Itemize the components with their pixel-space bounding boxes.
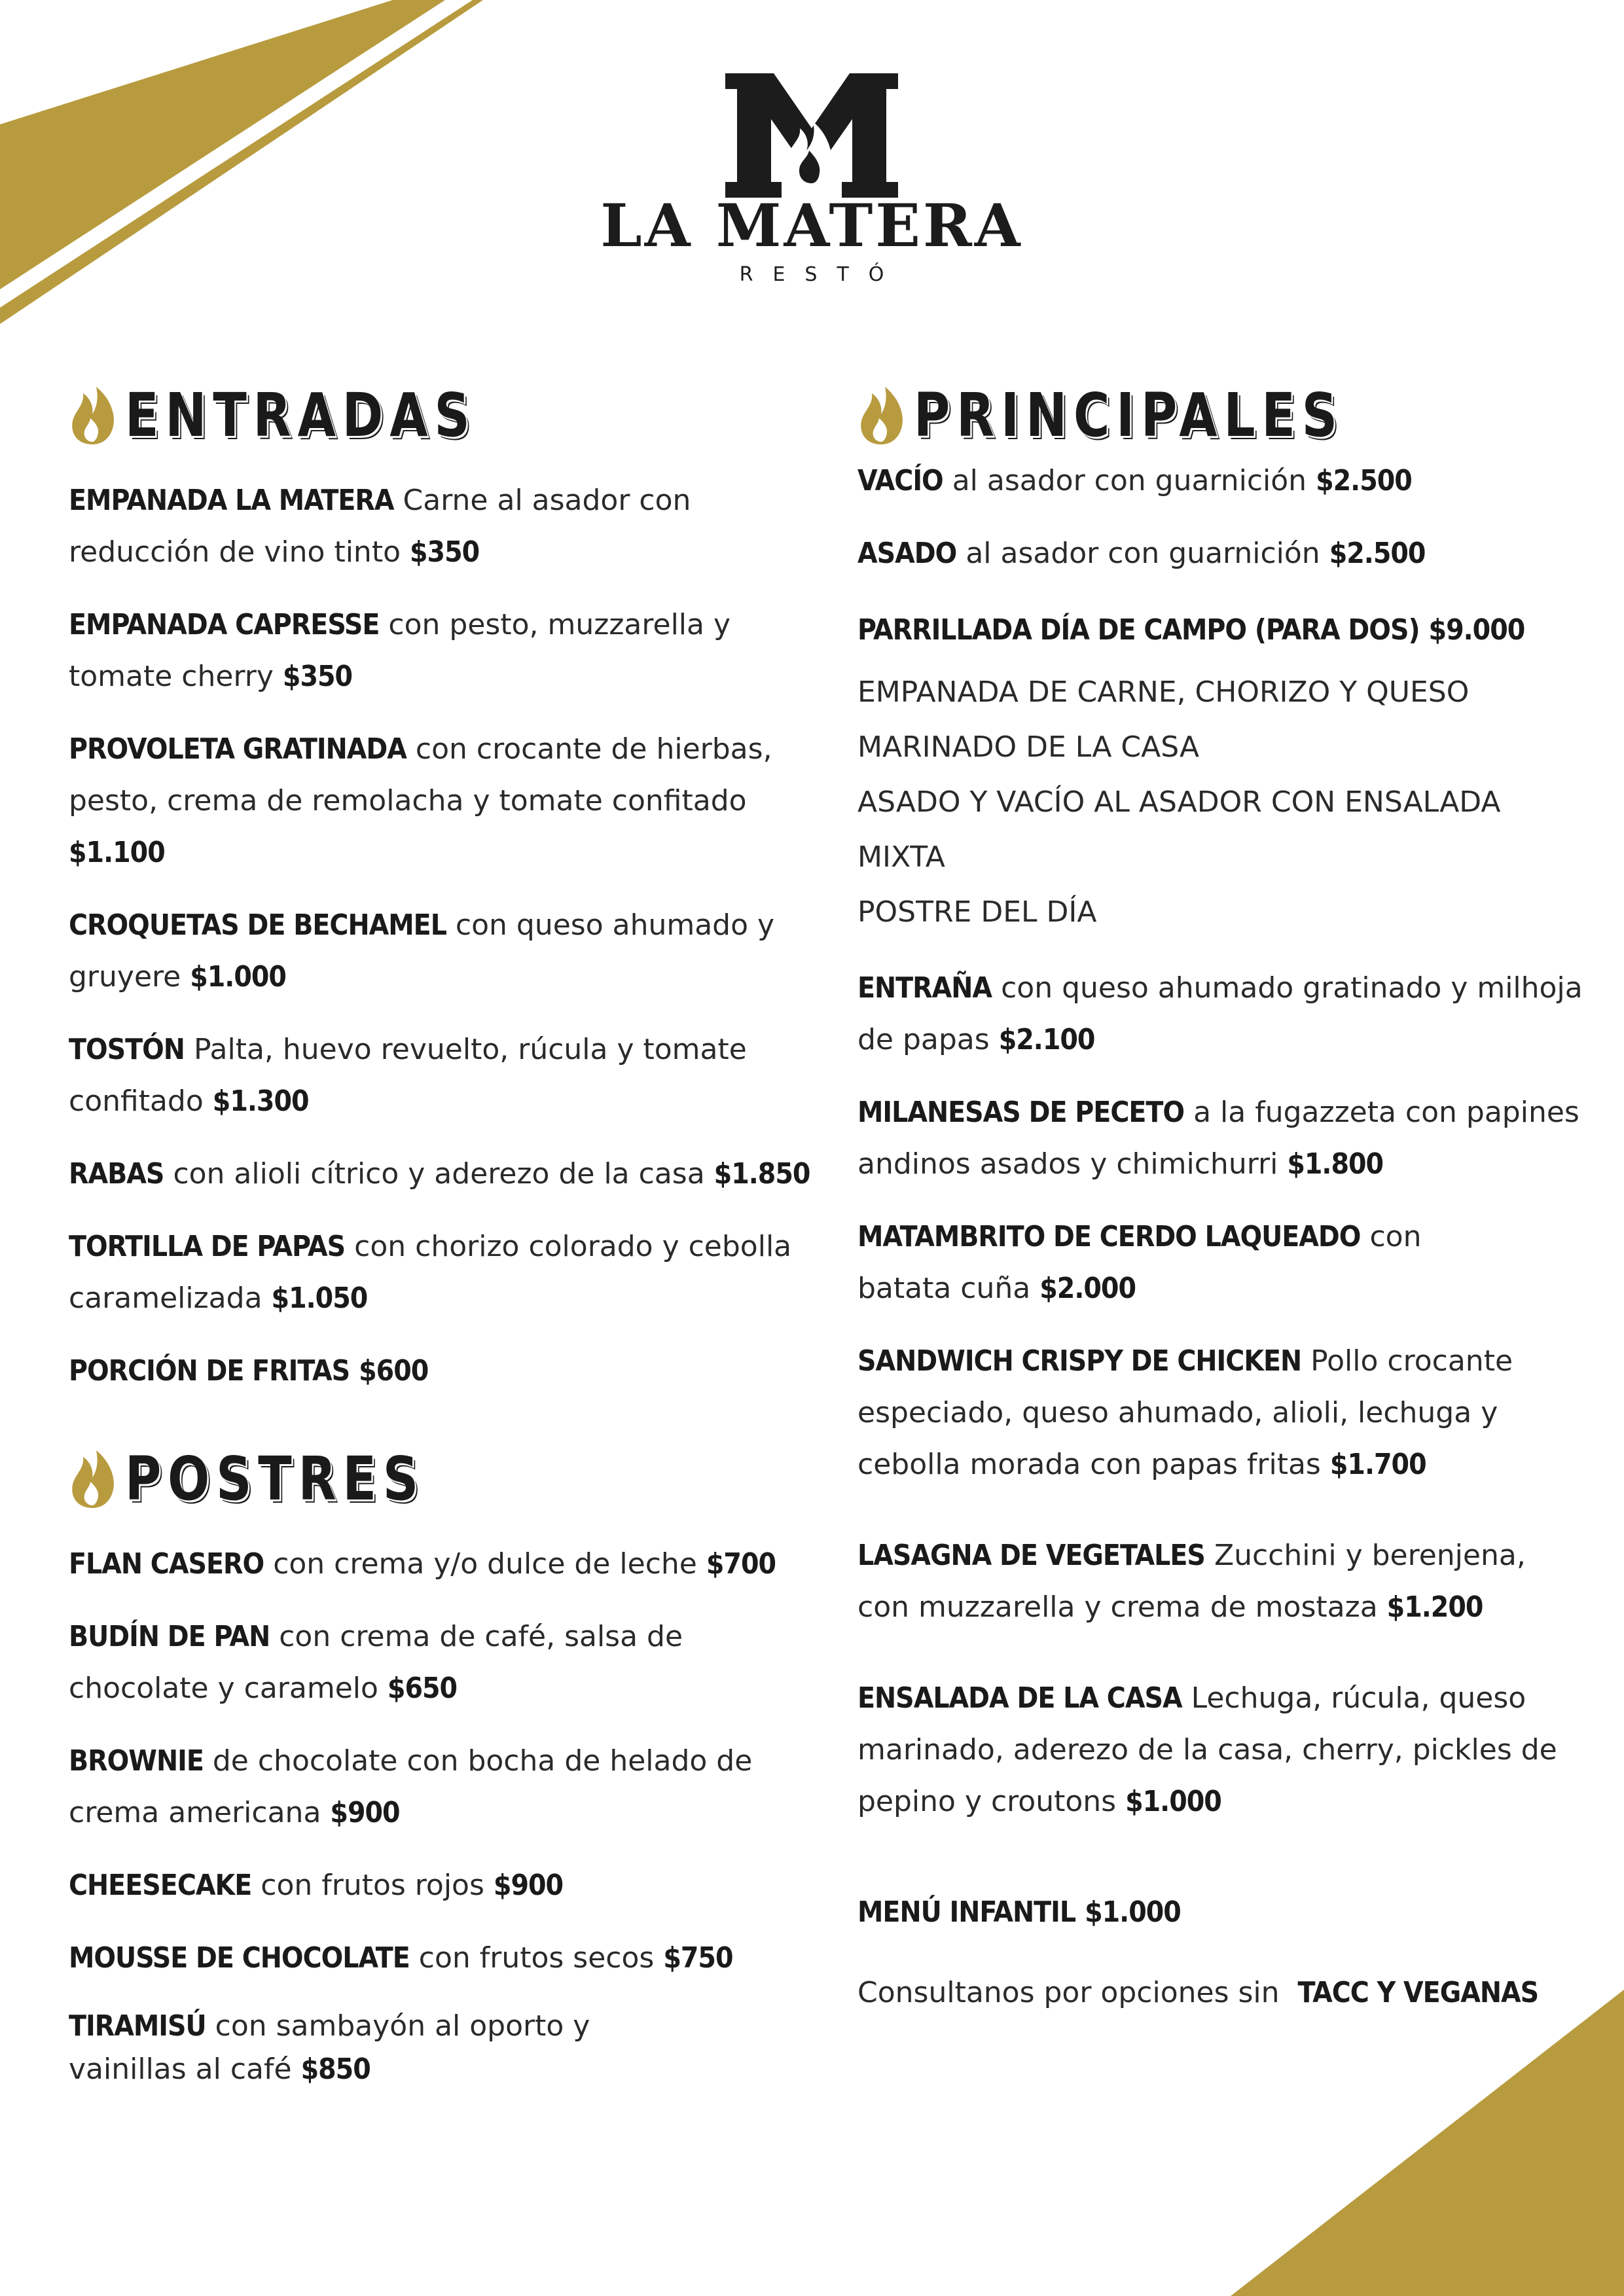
item-name: CROQUETAS DE BECHAMEL bbox=[69, 908, 446, 942]
entradas-header bbox=[69, 380, 815, 450]
item-description: con chorizo colorado y cebolla caramelizada bbox=[69, 1230, 792, 1315]
item-price: $1.300 bbox=[212, 1085, 309, 1118]
brand-subtitle: RESTÓ bbox=[739, 263, 904, 286]
item-description: Carne al asador con reducción de vino tinto bbox=[69, 484, 691, 569]
item-price: $2.100 bbox=[998, 1023, 1095, 1056]
item-name: MOUSSE DE CHOCOLATE bbox=[69, 1941, 410, 1975]
item-description: Lechuga, rúcula, queso marinado, aderezo de la casa, cherry, pickles de pepino y croutons bbox=[857, 1681, 1557, 1818]
item-description: con batata cuña bbox=[857, 1220, 1422, 1305]
item-description: con queso ahumado y gruyere bbox=[69, 908, 775, 994]
item-price: $350 bbox=[410, 535, 480, 569]
flame-icon bbox=[857, 386, 905, 446]
menu-item bbox=[857, 1530, 1584, 1633]
item-name: FLAN CASERO bbox=[69, 1547, 264, 1581]
item-description: al asador con guarnición bbox=[965, 537, 1320, 570]
parrillada-line: MIXTA bbox=[857, 840, 945, 874]
item-description: al asador con guarnición bbox=[952, 464, 1307, 497]
item-name: SANDWICH CRISPY DE CHICKEN bbox=[857, 1344, 1302, 1378]
brand-name: LA MATERA bbox=[600, 191, 1023, 260]
item-description: con queso ahumado gratinado y milhoja de papas bbox=[857, 971, 1583, 1056]
item-name: TIRAMISÚ bbox=[69, 2009, 206, 2043]
menu-item bbox=[69, 1859, 815, 1911]
item-description: con sambayón al oporto y vainillas al café bbox=[69, 2009, 590, 2086]
item-name: EMPANADA CAPRESSE bbox=[69, 608, 380, 641]
item-price: $2.500 bbox=[1329, 537, 1426, 570]
menu-item bbox=[857, 528, 1584, 579]
menu-item bbox=[857, 604, 1584, 656]
menu-item bbox=[857, 1335, 1584, 1490]
item-price: $1.100 bbox=[69, 836, 165, 869]
item-description: con frutos secos bbox=[418, 1941, 655, 1975]
item-name: PORCIÓN DE FRITAS bbox=[69, 1354, 350, 1388]
item-description: Pollo crocante especiado, queso ahumado, alioli, lechuga y cebolla morada con papas fritas bbox=[857, 1344, 1513, 1481]
postres-section bbox=[69, 1446, 815, 2112]
note-keyword: TACC Y VEGANAS bbox=[1297, 1976, 1539, 2009]
menu-item bbox=[69, 1538, 815, 1590]
item-price: $350 bbox=[282, 660, 353, 693]
item-price: $2.000 bbox=[1039, 1272, 1136, 1305]
item-name: ENTRAÑA bbox=[857, 971, 992, 1005]
item-name: PROVOLETA GRATINADA bbox=[69, 732, 406, 766]
item-price: $1.700 bbox=[1329, 1448, 1426, 1481]
item-price: $9.000 bbox=[1428, 613, 1525, 647]
menu-item bbox=[69, 475, 815, 578]
menu-item bbox=[69, 1345, 815, 1397]
item-price: $1.800 bbox=[1287, 1147, 1384, 1181]
menu-item bbox=[857, 455, 1584, 507]
item-price: $900 bbox=[330, 1796, 400, 1829]
menu-item bbox=[69, 1221, 815, 1324]
item-price: $1.000 bbox=[1125, 1785, 1221, 1818]
item-description: con crema de café, salsa de chocolate y caramelo bbox=[69, 1620, 683, 1705]
flame-icon bbox=[69, 386, 116, 446]
item-name: ASADO bbox=[857, 537, 957, 570]
section-title: PRINCIPALES bbox=[914, 380, 1344, 450]
item-name: BUDÍN DE PAN bbox=[69, 1620, 270, 1653]
menu-item bbox=[69, 1024, 815, 1127]
item-name: ENSALADA DE LA CASA bbox=[857, 1681, 1182, 1715]
menu-item bbox=[857, 1211, 1584, 1314]
menu-item bbox=[69, 723, 815, 878]
menu-item bbox=[69, 899, 815, 1003]
principales-section bbox=[857, 380, 1584, 2039]
entradas-section bbox=[69, 380, 815, 1418]
item-price: $700 bbox=[706, 1547, 776, 1581]
item-name: TORTILLA DE PAPAS bbox=[69, 1230, 346, 1263]
item-price: $750 bbox=[663, 1941, 733, 1975]
item-price: $1.000 bbox=[1085, 1895, 1181, 1929]
menu-item bbox=[69, 1735, 815, 1839]
postres-header bbox=[69, 1446, 815, 1512]
item-name: RABAS bbox=[69, 1157, 164, 1191]
kids-menu bbox=[857, 1886, 1584, 1938]
logo-m-flame-icon bbox=[725, 73, 898, 198]
item-price: $900 bbox=[493, 1869, 564, 1902]
item-description: con alioli cítrico y aderezo de la casa bbox=[173, 1157, 705, 1191]
top-left-stripe bbox=[0, 0, 445, 289]
item-name: MILANESAS DE PECETO bbox=[857, 1096, 1185, 1129]
section-title: ENTRADAS bbox=[125, 380, 477, 450]
item-description: Palta, huevo revuelto, rúcula y tomate confitado bbox=[69, 1033, 747, 1118]
menu-item bbox=[69, 2005, 815, 2091]
parrillada-line: EMPANADA DE CARNE, CHORIZO Y QUESO bbox=[857, 675, 1470, 709]
menu-item bbox=[857, 1672, 1584, 1827]
item-price: $850 bbox=[300, 2053, 370, 2086]
item-price: $650 bbox=[387, 1672, 458, 1705]
menu-item bbox=[857, 1086, 1584, 1190]
item-description: con crema y/o dulce de leche bbox=[273, 1547, 697, 1581]
menu-item bbox=[69, 1932, 815, 1984]
item-price: $600 bbox=[359, 1354, 429, 1388]
flame-icon bbox=[69, 1449, 116, 1509]
item-name: PARRILLADA DÍA DE CAMPO (PARA DOS) bbox=[857, 613, 1420, 647]
menu-item bbox=[857, 962, 1584, 1066]
item-price: $1.200 bbox=[1386, 1590, 1483, 1624]
item-name: MATAMBRITO DE CERDO LAQUEADO bbox=[857, 1220, 1361, 1253]
item-description: de chocolate con bocha de helado de crema americana bbox=[69, 1744, 753, 1829]
note-text: Consultanos por opciones sin bbox=[857, 1976, 1280, 2009]
item-price: $1.050 bbox=[271, 1282, 368, 1315]
item-description: con frutos rojos bbox=[261, 1869, 484, 1902]
menu-item bbox=[69, 1611, 815, 1714]
item-description: Zucchini y berenjena, con muzzarella y crema de mostaza bbox=[857, 1539, 1526, 1624]
item-name: LASAGNA DE VEGETALES bbox=[857, 1539, 1205, 1572]
item-name: EMPANADA LA MATERA bbox=[69, 484, 394, 517]
item-price: $2.500 bbox=[1316, 464, 1412, 497]
item-description: a la fugazzeta con papines andinos asados y chimichurri bbox=[857, 1096, 1579, 1181]
item-name: CHEESECAKE bbox=[69, 1869, 252, 1902]
brand-logo bbox=[589, 65, 1034, 301]
menu-item bbox=[69, 1148, 815, 1200]
item-price: $1.000 bbox=[190, 960, 286, 994]
dietary-note bbox=[857, 1967, 1584, 2018]
item-name: BROWNIE bbox=[69, 1744, 204, 1778]
parrillada-includes bbox=[857, 665, 1584, 940]
item-description: con crocante de hierbas, pesto, crema de remolacha y tomate confitado bbox=[69, 732, 772, 817]
parrillada-line: POSTRE DEL DÍA bbox=[857, 895, 1097, 929]
menu-item bbox=[69, 599, 815, 702]
item-name: VACÍO bbox=[857, 464, 943, 497]
section-title: POSTRES bbox=[125, 1444, 425, 1514]
parrillada-line: ASADO Y VACÍO AL ASADOR CON ENSALADA bbox=[857, 785, 1501, 819]
item-name: MENÚ INFANTIL bbox=[857, 1895, 1076, 1929]
item-price: $1.850 bbox=[713, 1157, 810, 1191]
parrillada-line: MARINADO DE LA CASA bbox=[857, 730, 1200, 764]
item-name: TOSTÓN bbox=[69, 1033, 185, 1066]
principales-header bbox=[857, 380, 1584, 450]
item-description: con pesto, muzzarella y tomate cherry bbox=[69, 608, 731, 693]
